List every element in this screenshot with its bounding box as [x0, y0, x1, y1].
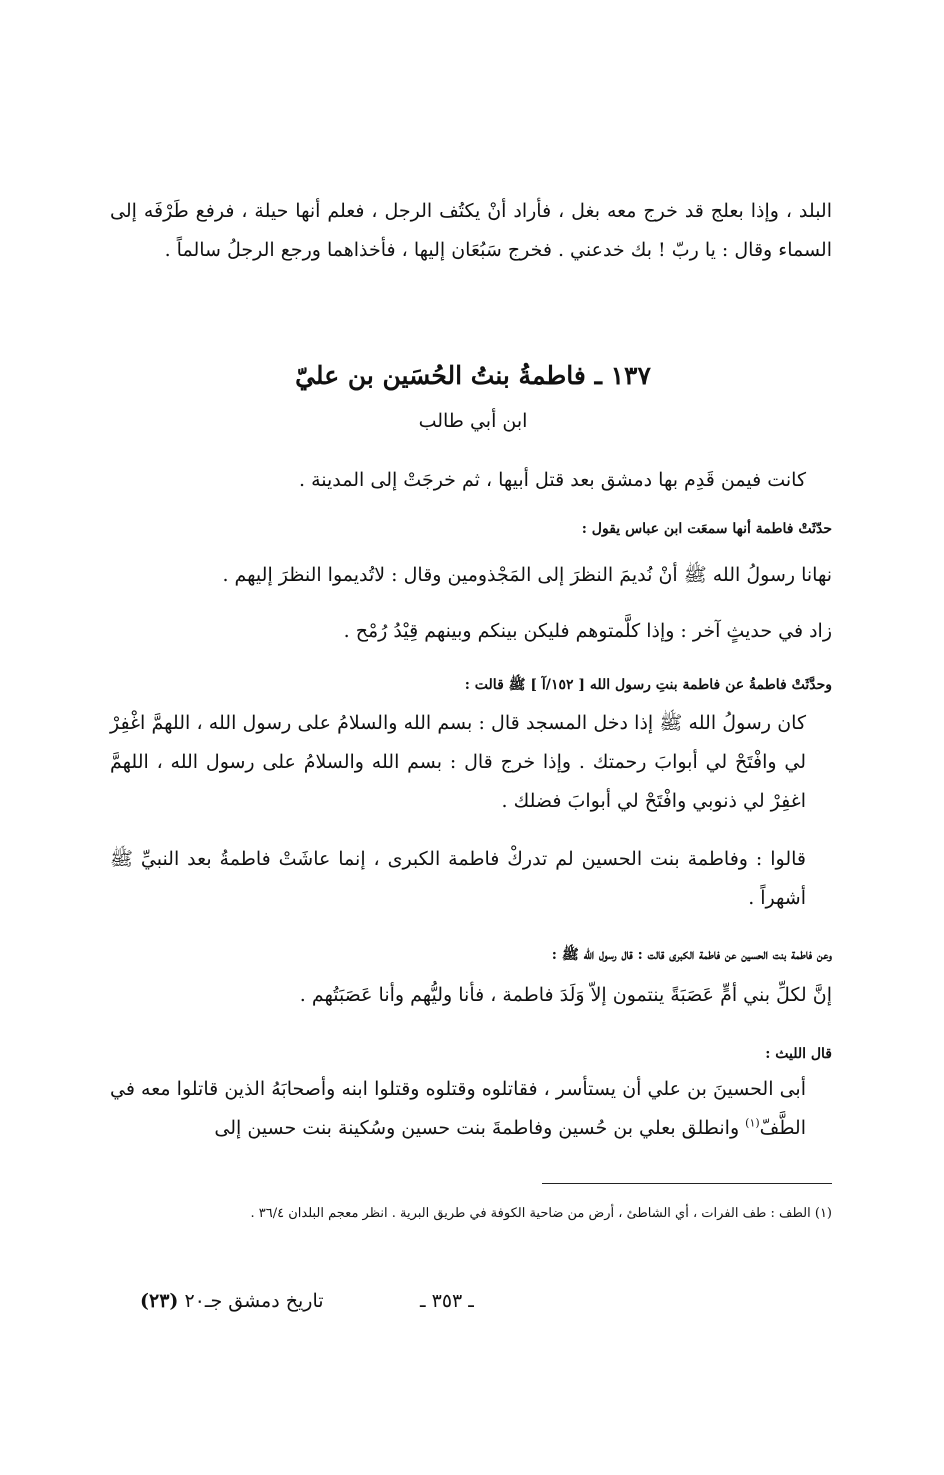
layth-text-b: وانطلق بعلي بن حُسين وفاطمةَ بنت حسين وسُكينة بنت حسين إلى: [214, 1117, 746, 1139]
isnad-2: وحدَّثَتْ فاطمةُ عن فاطمة بنتِ رسول الله [ ١٥٢/آ ] ﷺ قالت :: [464, 677, 832, 693]
entry-title: ١٣٧ ـ فاطمةُ بنتُ الحُسَين بن عليّ: [295, 361, 651, 390]
paragraph-intro: كانت فيمن قَدِم بها دمشق بعد قتل أبيها ، ثم خرجَتْ إلى المدينة .: [299, 469, 806, 491]
source-title: تاريخ دمشق جـ٢٠: [184, 1290, 324, 1312]
footnote-reference: (١): [745, 1116, 760, 1130]
isnad-4: قال الليث :: [765, 1046, 832, 1062]
paragraph-layth: [110, 1070, 832, 1148]
hadith-2: كان رسولُ الله ﷺ إذا دخل المسجد قال : بسم الله والسلامُ على رسول الله ، اللهمَّ اغْفِرْ لي وافْتَحْ لي أبوابَ رحمتك . وإذا خرج قال : بسم الله والسلامُ على رسول الله ، اللهمَّ اغفِرْ لي ذنوبي وافْتَحْ لي أبوابَ فضلك .: [110, 712, 806, 812]
paragraph-continued: البلد ، وإذا بعلج قد خرج معه بغل ، فأراد أنْ يكتُف الرجل ، فعلم أنها حيلة ، فرفع طَرْفَه إلى السماء وقال : يا ربّ ! بك خدعني . فخرج سَبُعَان إليها ، فأخذاهما ورجع الرجلُ سالماً .: [110, 200, 832, 261]
paragraph-qalu: قالوا : وفاطمة بنت الحسين لم تدركْ فاطمة الكبرى ، إنما عاشَتْ فاطمةُ بعد النبيِّ ﷺ أشهراً .: [110, 848, 806, 909]
isnad-1: حدّثَتْ فاطمة أنها سمعَت ابن عباس يقول :: [581, 521, 832, 537]
running-footer: [140, 1286, 324, 1316]
entry-subtitle: ابن أبي طالب: [418, 410, 528, 432]
footnote-divider: [542, 1183, 832, 1184]
volume-number: (٢٣): [140, 1290, 179, 1312]
page-number: ـ ٣٥٣ ـ: [420, 1290, 474, 1312]
footnote-text: (١) الطف : طف الفرات ، أي الشاطئ ، أرض من ضاحية الكوفة في طريق البرية . انظر معجم البلدان ٣٦/٤ .: [250, 1206, 832, 1221]
layth-text-a: أبى الحسينَ بن علي أن يستأسر ، فقاتلوه وقتلوه وقتلوا ابنه وأصحابَهُ الذين قاتلوا معه في الطَّفّ: [110, 1078, 806, 1139]
isnad-3: وعن فاطمة بنت الحسين عن فاطمة الكبرى قالت : قال رسول الله ﷺ :: [551, 947, 832, 963]
hadith-1: نهانا رسولُ الله ﷺ أنْ نُديمَ النظرَ إلى المَجْذومين وقال : لاتُديموا النظرَ إليهم .: [222, 564, 832, 586]
paragraph-addition: زاد في حديثٍ آخر : وإذا كلَّمتوهم فليكن بينكم وبينهم قِيْدُ رُمْح .: [343, 620, 832, 642]
hadith-3: إنَّ لكلِّ بني أمٍّ عَصَبَةً ينتمون إلاّ وَلَدَ فاطمة ، فأنا وليُّهم وأنا عَصَبَتُهم .: [299, 984, 832, 1006]
